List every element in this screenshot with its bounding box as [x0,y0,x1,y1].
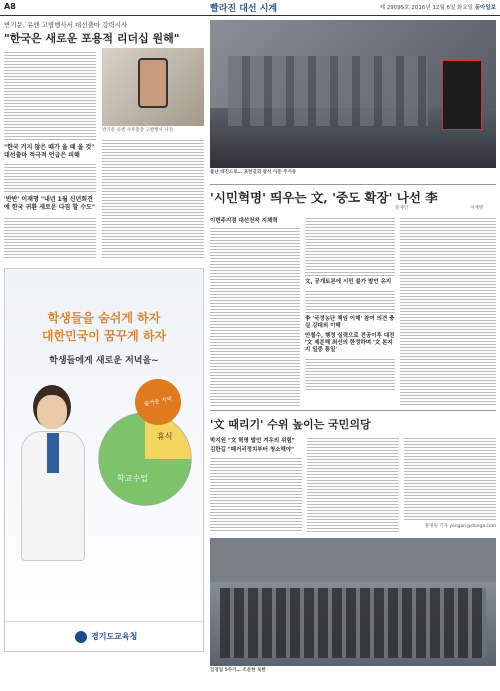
ad-line-1: 학생들을 숨쉬게 하자 [47,311,161,325]
ad-bottom-bar [5,621,203,651]
feature-col-2-text-b [305,289,395,313]
student-face [37,395,67,429]
bottom-col-2 [307,436,399,532]
student-shirt-stripe [47,433,59,473]
ad-line-2: 대한민국이 꿈꾸게 하자 [41,329,167,343]
lead-body-right [102,138,204,260]
feature-col-2 [305,216,395,406]
bottom-subhead-2: 김한길 "패거리정치부터 청소해야" [210,447,294,453]
lead-body-3 [4,216,96,260]
feature-col-2-text-c [305,357,395,391]
bottom-subhead-1: 박지원 "文 혁명 발언 겨우의 위험" [210,438,295,444]
caption-moon: 문재인 [395,206,409,211]
bottom-col-1 [210,456,302,532]
bottom-photo-caption: 김영일 5주기… 조문한 북한 [210,668,266,673]
issue-date: 제 29095호 2016년 12월 6일 화요일 동아일보 [379,5,496,11]
lead-subhead-2: '반반' 이재명 "내년 1월 신년회견에 한국 귀환 새로운 다짐 할 수도" [4,196,96,211]
feature-caption-rule [210,184,496,185]
feature-photo-caption: 불난 대진드로… 초헌길뫼 참석 이준 주거동 [210,170,297,175]
lead-photo [102,48,204,126]
bottom-col-3 [404,436,496,522]
section-divider [210,410,496,411]
bottom-headline: '文 때리기' 수위 높이는 국민의당 [210,418,371,431]
feature-col-1 [210,216,300,406]
feature-col-2-text-a [305,216,395,276]
feature-col-1-text [210,226,300,406]
bottom-photo [210,538,496,666]
protest-sign [442,60,482,130]
lead-article [4,20,204,260]
education-ad [4,268,204,652]
section-title: 빨라진 대선 시계 [210,4,278,14]
feature-col-heading-2: 文, 공개토론에 시민 불가 발언 유지 [305,279,392,285]
ad-clock-badge: 즐거운 저녁 [131,375,186,430]
bottom-byline: 홍정원 기자 yongari@donga.com [424,524,496,529]
pie-label-rest: 휴식 [157,432,173,441]
ad-sponsor: 경기도교육청 [91,632,138,641]
feature-col-heading-3: 李 '국정농단 책임 이해' 참여 의견 충실 강대외 이해 [305,316,395,329]
feature-col-3 [400,216,496,406]
lead-body-left [4,50,96,140]
phone-graphic [138,58,168,108]
lead-photo-caption: 반기문 유엔 사무총장 고별행사 사진 [102,128,173,133]
lead-headline: "한국은 새로운 포용적 리더십 원해" [4,32,180,45]
caption-lee: 이재명 [470,206,484,211]
feature-photo [210,20,496,168]
lead-subhead-1: "한국 거지 않은 때가 올 때 올 것" 대선출마 적극적 언급은 피해 [4,144,95,159]
pie-label-school: 학교수업 [117,474,148,483]
feature-col-heading-1: 이번주지점 대선천착 지체력 [210,218,278,224]
feature-headline: '시민혁명' 띄우는 文, '중도 확장' 나선 李 [210,190,438,205]
sponsor-logo-icon [75,631,87,643]
student-figure [13,379,93,629]
lead-body-2 [4,162,96,192]
officials-row [220,588,486,658]
ad-pie-chart [95,409,195,509]
page-header [0,0,500,16]
group-figures [228,56,428,126]
stage-backdrop [210,538,496,582]
ad-line-3: 학생들에게 새로운 저녁을~ [49,356,159,366]
lead-kicker: 반기문, 유엔 고별행사서 대선출마 강력시사 [4,21,128,29]
feature-col-heading-4: 안철수, 행정 실력으로 전공이후 대전 '文 제분해 최선의 한정하며 '文 본지지 일중 통일' [305,333,395,353]
page-number: A8 [4,2,16,11]
